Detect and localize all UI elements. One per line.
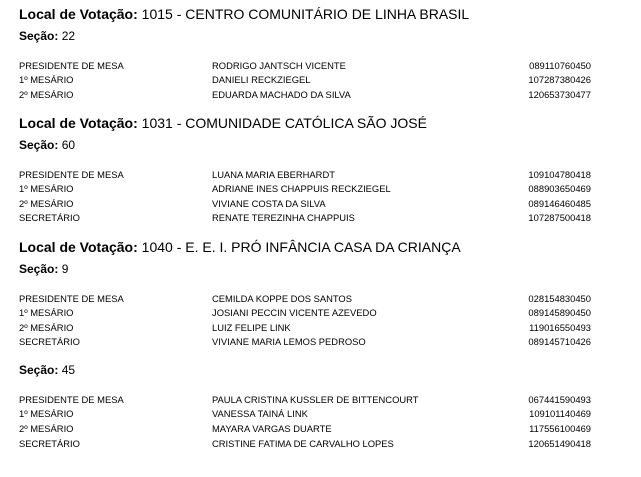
local-votacao-value: 1031 - COMUNIDADE CATÓLICA SÃO JOSÉ <box>141 115 427 131</box>
code-cell: 120653730477 <box>528 89 591 100</box>
table-row <box>19 88 591 101</box>
local-votacao-heading <box>19 238 461 256</box>
role-cell: 2º MESÁRIO <box>19 89 74 100</box>
local-votacao-label: Local de Votação: <box>19 115 138 131</box>
code-cell: 109101140469 <box>529 408 591 419</box>
role-cell: 1º MESÁRIO <box>19 408 74 419</box>
name-cell: ADRIANE INES CHAPPUIS RECKZIEGEL <box>212 183 391 194</box>
secao-heading <box>19 137 75 153</box>
role-cell: 2º MESÁRIO <box>19 423 74 434</box>
role-cell: SECRETÁRIO <box>19 212 80 223</box>
local-votacao-label: Local de Votação: <box>19 239 138 255</box>
code-cell: 088903650469 <box>528 183 591 194</box>
local-votacao-heading <box>19 114 427 132</box>
local-votacao-value: 1015 - CENTRO COMUNITÁRIO DE LINHA BRASIL <box>141 6 470 22</box>
role-cell: PRESIDENTE DE MESA <box>19 293 124 304</box>
name-cell: EDUARDA MACHADO DA SILVA <box>212 89 351 100</box>
name-cell: MAYARA VARGAS DUARTE <box>212 423 332 434</box>
role-cell: SECRETÁRIO <box>19 336 80 347</box>
secao-label: Seção: <box>19 262 59 276</box>
role-cell: 1º MESÁRIO <box>19 183 74 194</box>
secao-heading <box>19 28 75 44</box>
table-row <box>19 437 591 450</box>
secao-value: 60 <box>61 138 76 152</box>
secao-heading <box>19 362 75 378</box>
table-row <box>19 407 591 420</box>
secao-value: 45 <box>61 363 76 377</box>
table-row <box>19 182 591 195</box>
code-cell: 109104780418 <box>528 169 591 180</box>
name-cell: RENATE TEREZINHA CHAPPUIS <box>212 212 355 223</box>
name-cell: VIVIANE COSTA DA SILVA <box>212 198 326 209</box>
local-votacao-label: Local de Votação: <box>19 6 138 22</box>
role-cell: PRESIDENTE DE MESA <box>19 394 124 405</box>
code-cell: 117556100469 <box>529 423 591 434</box>
table-row <box>19 197 591 210</box>
role-cell: PRESIDENTE DE MESA <box>19 60 124 71</box>
role-cell: PRESIDENTE DE MESA <box>19 169 124 180</box>
table-row <box>19 292 591 305</box>
name-cell: CEMILDA KOPPE DOS SANTOS <box>212 293 352 304</box>
code-cell: 089145710426 <box>528 336 591 347</box>
secao-heading <box>19 261 68 277</box>
code-cell: 120651490418 <box>528 438 591 449</box>
code-cell: 089146460485 <box>528 198 591 209</box>
name-cell: CRISTINE FATIMA DE CARVALHO LOPES <box>212 438 394 449</box>
code-cell: 067441590493 <box>528 394 591 405</box>
table-row <box>19 306 591 319</box>
code-cell: 028154830450 <box>528 293 591 304</box>
name-cell: PAULA CRISTINA KUSSLER DE BITTENCOURT <box>212 394 419 405</box>
name-cell: VANESSA TAINÁ LINK <box>212 408 308 419</box>
role-cell: 2º MESÁRIO <box>19 198 74 209</box>
secao-label: Seção: <box>19 29 59 43</box>
secao-value: 22 <box>61 29 76 43</box>
local-votacao-heading <box>19 5 469 23</box>
role-cell: 2º MESÁRIO <box>19 322 74 333</box>
secao-label: Seção: <box>19 138 59 152</box>
name-cell: VIVIANE MARIA LEMOS PEDROSO <box>212 336 366 347</box>
code-cell: 089145890450 <box>528 307 591 318</box>
local-votacao-value: 1040 - E. E. I. PRÓ INFÂNCIA CASA DA CRIANÇA <box>141 239 461 255</box>
role-cell: SECRETÁRIO <box>19 438 80 449</box>
name-cell: DANIELI RECKZIEGEL <box>212 74 311 85</box>
table-row <box>19 321 591 334</box>
role-cell: 1º MESÁRIO <box>19 74 74 85</box>
table-row <box>19 59 591 72</box>
table-row <box>19 73 591 86</box>
code-cell: 107287380426 <box>528 74 591 85</box>
name-cell: RODRIGO JANTSCH VICENTE <box>212 60 346 71</box>
code-cell: 089110760450 <box>529 60 591 71</box>
name-cell: LUANA MARIA EBERHARDT <box>212 169 335 180</box>
role-cell: 1º MESÁRIO <box>19 307 74 318</box>
table-row <box>19 422 591 435</box>
table-row <box>19 393 591 406</box>
table-row <box>19 335 591 348</box>
secao-value: 9 <box>61 262 69 276</box>
secao-label: Seção: <box>19 363 59 377</box>
name-cell: JOSIANI PECCIN VICENTE AZEVEDO <box>212 307 377 318</box>
code-cell: 107287500418 <box>528 212 591 223</box>
table-row <box>19 168 591 181</box>
name-cell: LUIZ FELIPE LINK <box>212 322 291 333</box>
table-row <box>19 211 591 224</box>
code-cell: 119016550493 <box>529 322 591 333</box>
